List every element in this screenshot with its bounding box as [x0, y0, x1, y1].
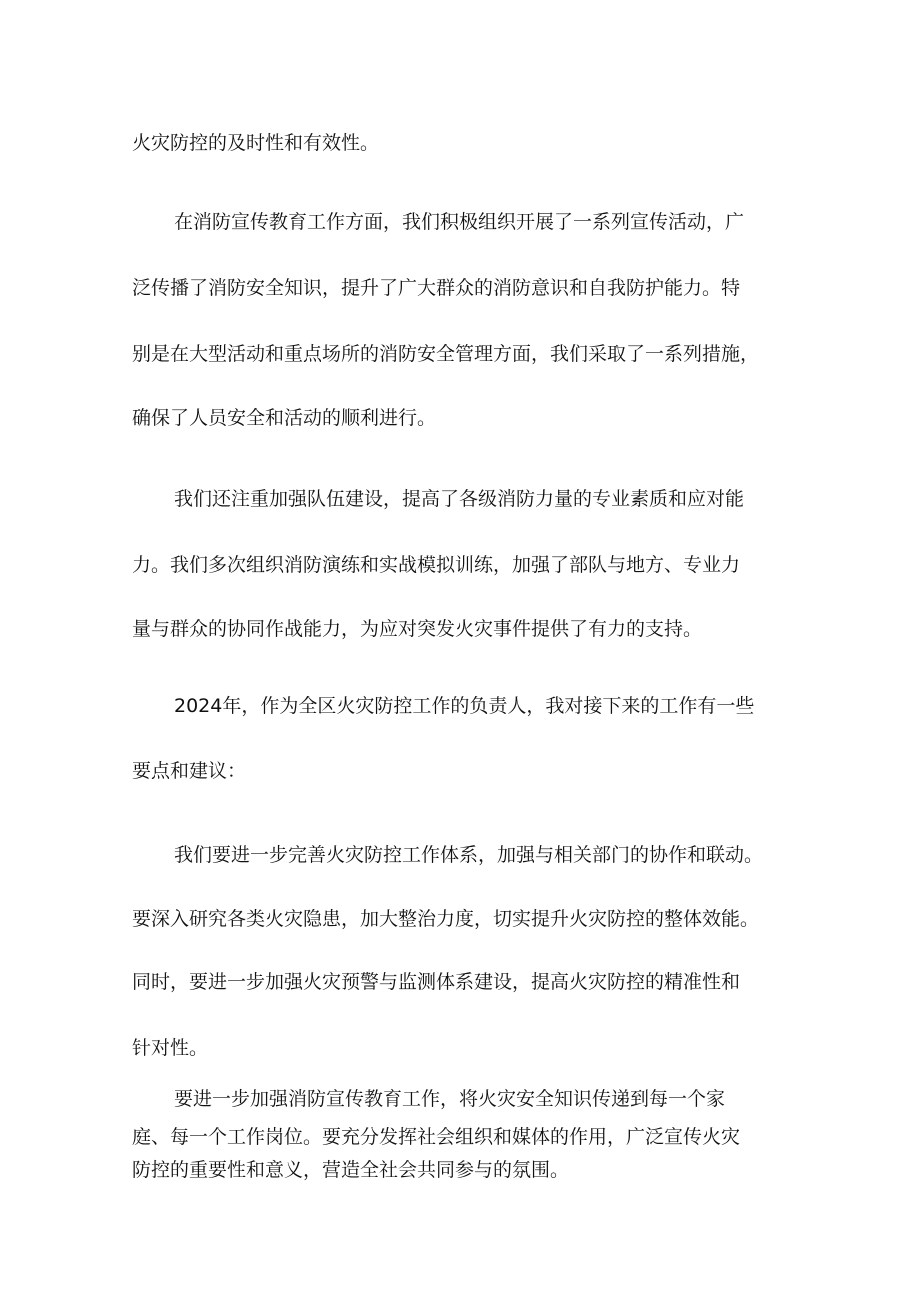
- text-line: 同时，要进一步加强火灾预警与监测体系建设，提高火灾防控的精准性和: [132, 971, 741, 993]
- text-line: 火灾防控的及时性和有效性。: [132, 132, 380, 154]
- text-line: 别是在大型活动和重点场所的消防安全管理方面，我们采取了一系列措施，: [132, 343, 760, 365]
- text-line: 在消防宣传教育工作方面，我们积极组织开展了一系列宣传活动，广: [174, 211, 745, 233]
- text-line: 庭、每一个工作岗位。要充分发挥社会组织和媒体的作用，广泛宣传火灾: [132, 1126, 741, 1148]
- text-line: 要进一步加强消防宣传教育工作，将火灾安全知识传递到每一个家: [174, 1088, 726, 1110]
- text-line: 泛传播了消防安全知识，提升了广大群众的消防意识和自我防护能力。特: [132, 277, 741, 299]
- text-line: 防控的重要性和意义，营造全社会共同参与的氛围。: [132, 1159, 570, 1181]
- text-line: 我们要进一步完善火灾防控工作体系，加强与相关部门的协作和联动。: [174, 844, 764, 866]
- text-line: 力。我们多次组织消防演练和实战模拟训练，加强了部队与地方、专业力: [132, 554, 741, 576]
- text-line: 要深入研究各类火灾隐患，加大整治力度，切实提升火灾防控的整体效能。: [132, 908, 760, 930]
- text-line: 要点和建议：: [132, 760, 247, 782]
- text-line: 量与群众的协同作战能力，为应对突发火灾事件提供了有力的支持。: [132, 618, 703, 640]
- text-line: 针对性。: [132, 1037, 209, 1059]
- text-line: 2024年，作为全区火灾防控工作的负责人，我对接下来的工作有一些: [174, 695, 755, 717]
- text-line: 我们还注重加强队伍建设，提高了各级消防力量的专业素质和应对能: [174, 488, 745, 510]
- text-line: 确保了人员安全和活动的顺利进行。: [132, 407, 437, 429]
